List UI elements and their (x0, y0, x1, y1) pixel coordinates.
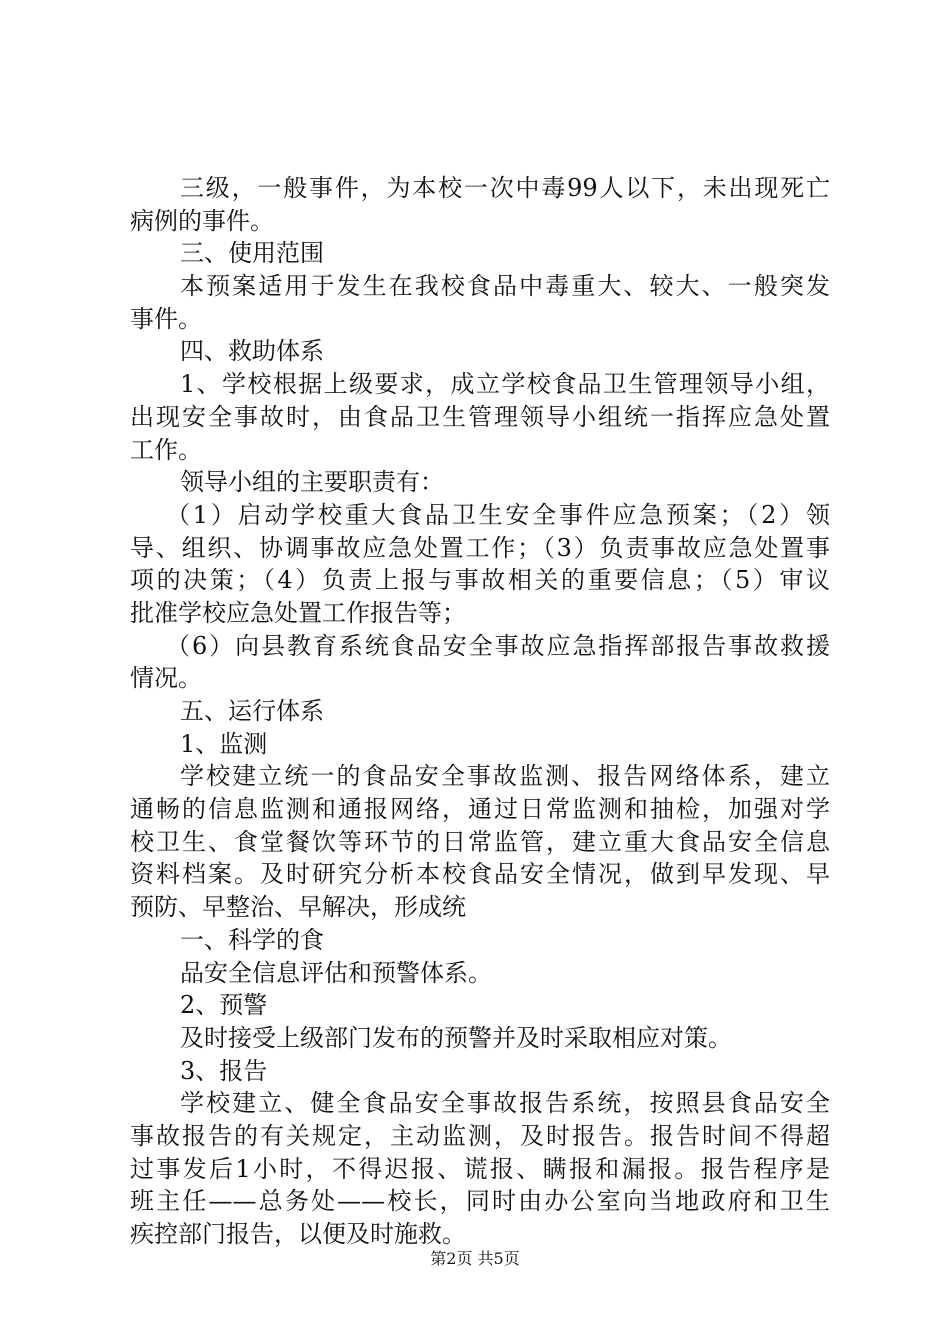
paragraph-line: 品安全信息评估和预警体系。 (180, 958, 492, 987)
paragraph-line: 事故报告的有关规定，主动监测，及时报告。报告时间不得超 (130, 1121, 830, 1150)
paragraph-line: （6）向县教育系统食品安全事故应急指挥部报告事故救援 (166, 631, 830, 660)
paragraph-line: 1、学校根据上级要求，成立学校食品卫生管理领导小组， (180, 370, 830, 399)
paragraph-line: 导、组织、协调事故应急处置工作；（3）负责事故应急处置事 (130, 533, 830, 562)
paragraph-line: 领导小组的主要职责有： (180, 468, 444, 497)
subsection-heading: 3、报告 (180, 1056, 268, 1085)
paragraph-line: 事件。 (130, 304, 202, 333)
paragraph-line: 学校建立统一的食品安全事故监测、报告网络体系，建立 (180, 762, 830, 791)
paragraph-line: 及时接受上级部门发布的预警并及时采取相应对策。 (180, 1023, 732, 1052)
paragraph-line: 项的决策；（4）负责上报与事故相关的重要信息；（5）审议 (130, 566, 830, 595)
paragraph-line: 三级，一般事件，为本校一次中毒99人以下，未出现死亡 (180, 174, 830, 202)
paragraph-line: 班主任——总务处——校长，同时由办公室向当地政府和卫生 (130, 1187, 830, 1216)
document-body (130, 172, 830, 1251)
paragraph-line: 病例的事件。 (130, 206, 274, 235)
paragraph-line: 校卫生、食堂餐饮等环节的日常监管，建立重大食品安全信息 (130, 827, 830, 856)
paragraph-line: 本预案适用于发生在我校食品中毒重大、较大、一般突发 (180, 272, 830, 301)
subsection-heading: 2、预警 (180, 991, 268, 1020)
paragraph-line: 过事发后1小时，不得迟报、谎报、瞒报和漏报。报告程序是 (130, 1154, 830, 1183)
paragraph-line: 一、科学的食 (180, 925, 324, 954)
paragraph-line: 资料档案。及时研究分析本校食品安全情况，做到早发现、早 (130, 860, 830, 889)
paragraph-line: 情况。 (130, 664, 202, 693)
paragraph-line: 预防、早整治、早解决，形成统 (130, 893, 466, 922)
paragraph-line: （1）启动学校重大食品卫生安全事件应急预案；（2）领 (166, 500, 830, 529)
section-heading: 三、使用范围 (180, 239, 324, 268)
paragraph-line: 批准学校应急处置工作报告等； (130, 598, 466, 627)
section-heading: 五、运行体系 (180, 697, 324, 725)
paragraph-line: 疾控部门报告，以便及时施救。 (130, 1220, 466, 1248)
paragraph-line: 出现安全事故时，由食品卫生管理领导小组统一指挥应急处置 (130, 402, 830, 431)
section-heading: 四、救助体系 (180, 337, 324, 366)
subsection-heading: 1、监测 (180, 729, 268, 758)
paragraph-line: 工作。 (130, 435, 202, 464)
paragraph-line: 通畅的信息监测和通报网络，通过日常监测和抽检，加强对学 (130, 795, 830, 824)
page-number-footer: 第2页 共5页 (430, 1249, 520, 1268)
paragraph-line: 学校建立、健全食品安全事故报告系统，按照县食品安全 (180, 1089, 830, 1118)
